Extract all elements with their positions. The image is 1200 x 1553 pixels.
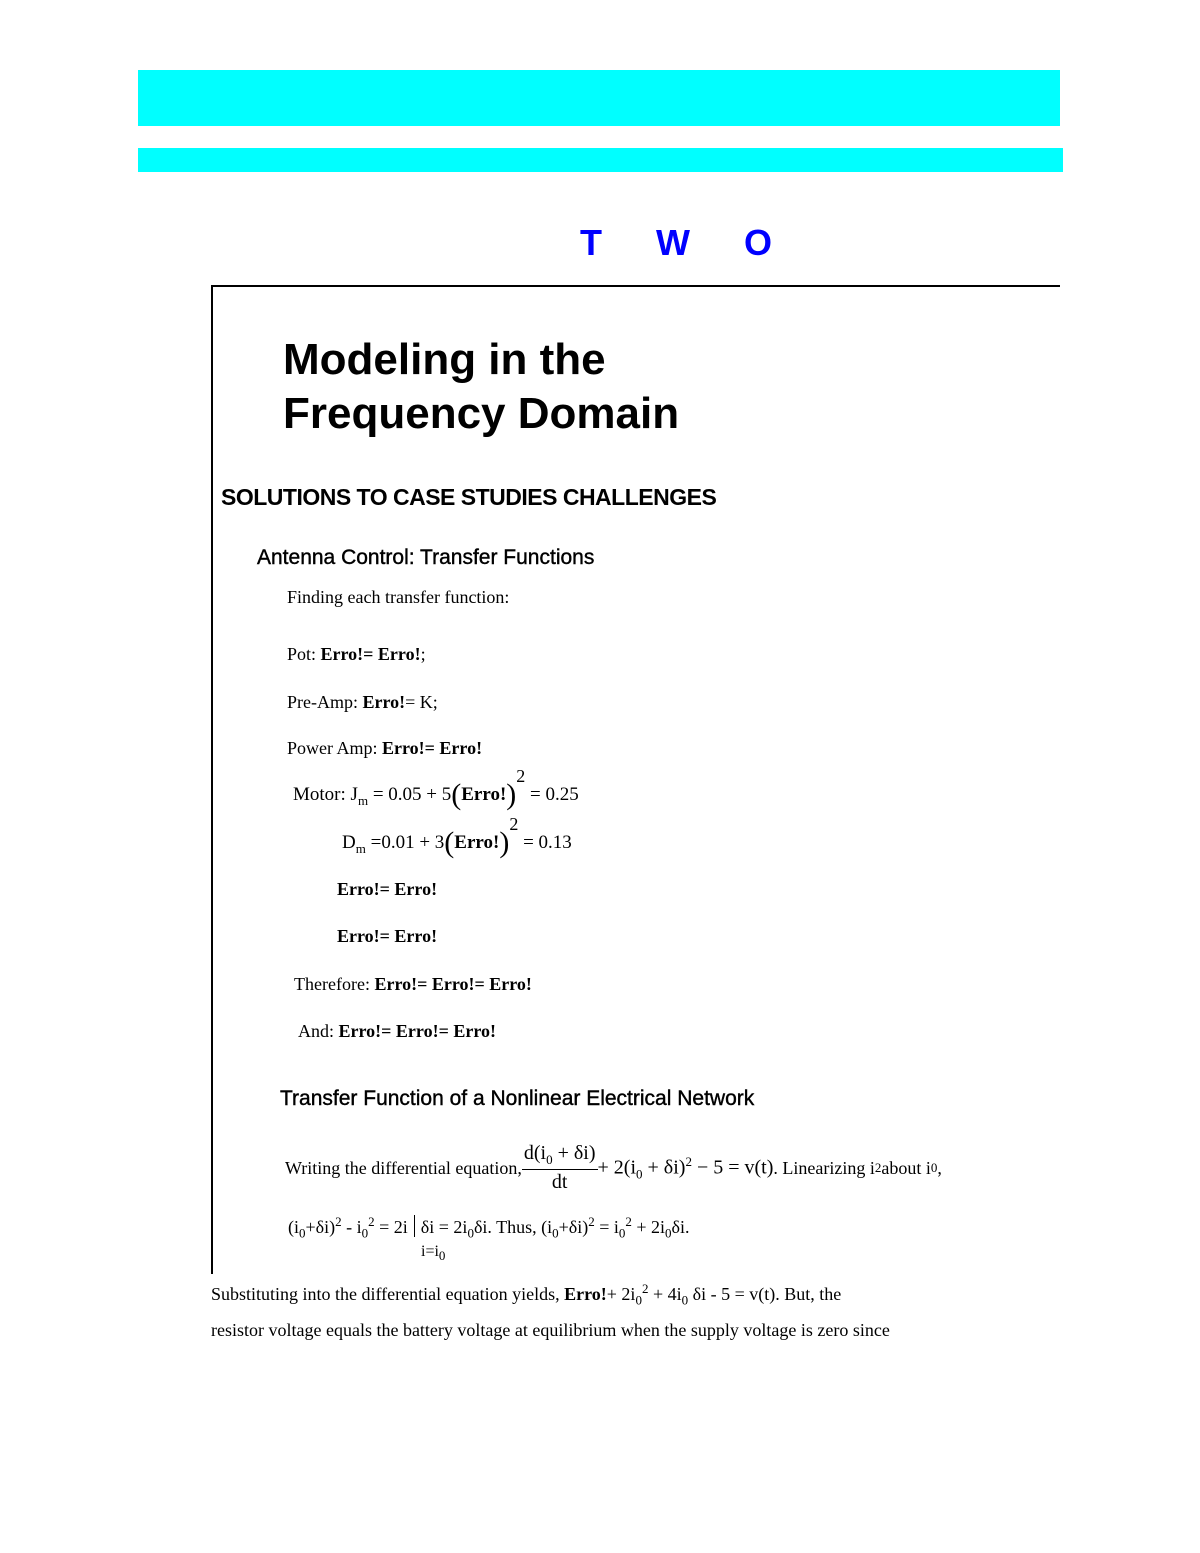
subst-d: + 4i (648, 1284, 682, 1304)
motor-mid: = 0.05 + 5 (368, 784, 452, 805)
after-frac-c: − 5 = v(t) (691, 1156, 774, 1179)
antenna-heading: Antenna Control: Transfer Functions (257, 546, 595, 569)
and-equation (298, 1021, 496, 1042)
line2-h: = i (594, 1217, 619, 1237)
motor-erro: Erro! (461, 784, 507, 805)
subst-e: δi - 5 = v(t). But, the (688, 1284, 842, 1304)
preamp-label: Pre-Amp: (287, 692, 363, 712)
line2-a: (i (288, 1217, 299, 1237)
dm-erro: Erro! (454, 832, 500, 853)
line2-i-sub: 0 (665, 1225, 672, 1241)
chapter-number: T W O (580, 222, 794, 263)
preamp-equation (287, 692, 438, 713)
line2-c-sub: 0 (361, 1225, 369, 1241)
motor-rhs: = 0.25 (530, 784, 579, 805)
line2-e-sub: 0 (467, 1225, 474, 1241)
header-bar-bottom (138, 148, 1063, 172)
preamp-rhs: = K; (405, 692, 438, 712)
line2-g-sup: 2 (588, 1214, 595, 1229)
subst-c-sub: 0 (635, 1292, 642, 1308)
poweramp-eq: Erro!= Erro! (382, 738, 483, 758)
dm-label: D (342, 832, 356, 853)
frac-num-end: + δi) (552, 1142, 596, 1164)
eval-at-sub: 0 (438, 1248, 446, 1264)
linearizing-text: . Linearizing i (773, 1157, 875, 1178)
subst-c-sup: 2 (641, 1281, 649, 1296)
chapter-title-line1: Modeling in the (283, 335, 606, 384)
equilibrium-line: resistor voltage equals the battery voltage at equilibrium when the supply voltage is zero since (211, 1320, 890, 1340)
motor-exp: 2 (516, 766, 526, 786)
frac-den: dt (551, 1171, 568, 1193)
line2-c-sup: 2 (368, 1214, 375, 1229)
linearization-line (288, 1214, 690, 1242)
substitution-line (211, 1281, 841, 1309)
title-rule-vertical (211, 286, 213, 1274)
pot-end: ; (420, 644, 426, 664)
subst-a: Substituting into the differential equation yields, (211, 1284, 565, 1304)
dm-sub: m (355, 840, 366, 856)
section-title: SOLUTIONS TO CASE STUDIES CHALLENGES (221, 484, 717, 510)
frac-num: d(i (523, 1142, 547, 1164)
after-frac-sup: 2 (685, 1153, 692, 1169)
line2-f-sub: 0 (552, 1225, 559, 1241)
after-frac-sub: 0 (636, 1166, 643, 1182)
header-bar-top (138, 70, 1060, 126)
dm-equation: $D_m =0.01$ + 3(Erro!)2 = 0.13 (342, 814, 572, 859)
after-frac-a: + 2(i (597, 1156, 637, 1179)
line2-d: = 2i (374, 1217, 408, 1237)
subst-d-sub: 0 (681, 1292, 689, 1308)
line2-b-sup: 2 (335, 1214, 342, 1229)
evaluation-point (421, 1243, 445, 1264)
derivative-fraction (522, 1142, 598, 1194)
eval-at: i=i (421, 1243, 439, 1260)
and-eq: Erro!= Erro!= Erro! (338, 1021, 496, 1041)
line2-e: δi = 2i (420, 1217, 468, 1237)
therefore-eq: Erro!= Erro!= Erro! (374, 974, 532, 994)
dm-mid: =0.01 + 3 (365, 832, 445, 853)
therefore-equation (294, 974, 532, 995)
therefore-label: Therefore: (294, 974, 375, 994)
linearizing-sup: 2 (874, 1160, 882, 1175)
chapter-title-line2: Frequency Domain (283, 389, 680, 438)
dm-rhs: = 0.13 (523, 832, 572, 853)
linearizing-end: , (937, 1157, 942, 1178)
line2-f: δi. Thus, (i (473, 1217, 553, 1237)
line2-i: + 2i (631, 1217, 666, 1237)
poweramp-equation (287, 738, 482, 759)
frac-num-sub: 0 (546, 1152, 553, 1167)
motor-sub: m (357, 792, 369, 808)
writing-text: Writing the differential equation, (285, 1157, 522, 1178)
line2-j: δi. (671, 1217, 690, 1237)
poweramp-label: Power Amp: (287, 738, 383, 758)
title-rule-horizontal (211, 285, 1060, 287)
line2-g: +δi) (558, 1217, 589, 1237)
pot-eq: Erro!= Erro! (320, 644, 421, 664)
line2-h-sup: 2 (625, 1214, 632, 1229)
evaluation-bar (414, 1215, 415, 1237)
line2-c: - i (341, 1217, 362, 1237)
motor-label: Motor: J (293, 784, 358, 805)
antenna-intro: Finding each transfer function: (287, 587, 510, 607)
nonlinear-heading: Transfer Function of a Nonlinear Electrical Network (280, 1087, 755, 1110)
chapter-title (283, 333, 679, 441)
line2-b: +δi) (305, 1217, 336, 1237)
linearizing-sub: 0 (930, 1160, 938, 1175)
subst-c: + 2i (606, 1284, 636, 1304)
subst-b: Erro! (564, 1284, 607, 1304)
differential-equation-line (285, 1138, 942, 1198)
motor-equation: Motor: $J_m = 0.05$ + 5(Erro!)2 = 0.25 (293, 766, 579, 811)
pot-label: Pot: (287, 644, 321, 664)
after-frac-b: + δi) (642, 1156, 686, 1179)
line2-h-sub: 0 (618, 1225, 626, 1241)
dm-exp: 2 (509, 814, 519, 834)
equation-erro-2: Erro!= Erro! (337, 926, 438, 946)
preamp-eq: Erro! (362, 692, 406, 712)
linearizing-b: about i (881, 1157, 931, 1178)
pot-equation (287, 644, 426, 665)
equation-erro-1: Erro!= Erro! (337, 879, 438, 899)
and-label: And: (298, 1021, 339, 1041)
line2-a-sub: 0 (299, 1225, 306, 1241)
